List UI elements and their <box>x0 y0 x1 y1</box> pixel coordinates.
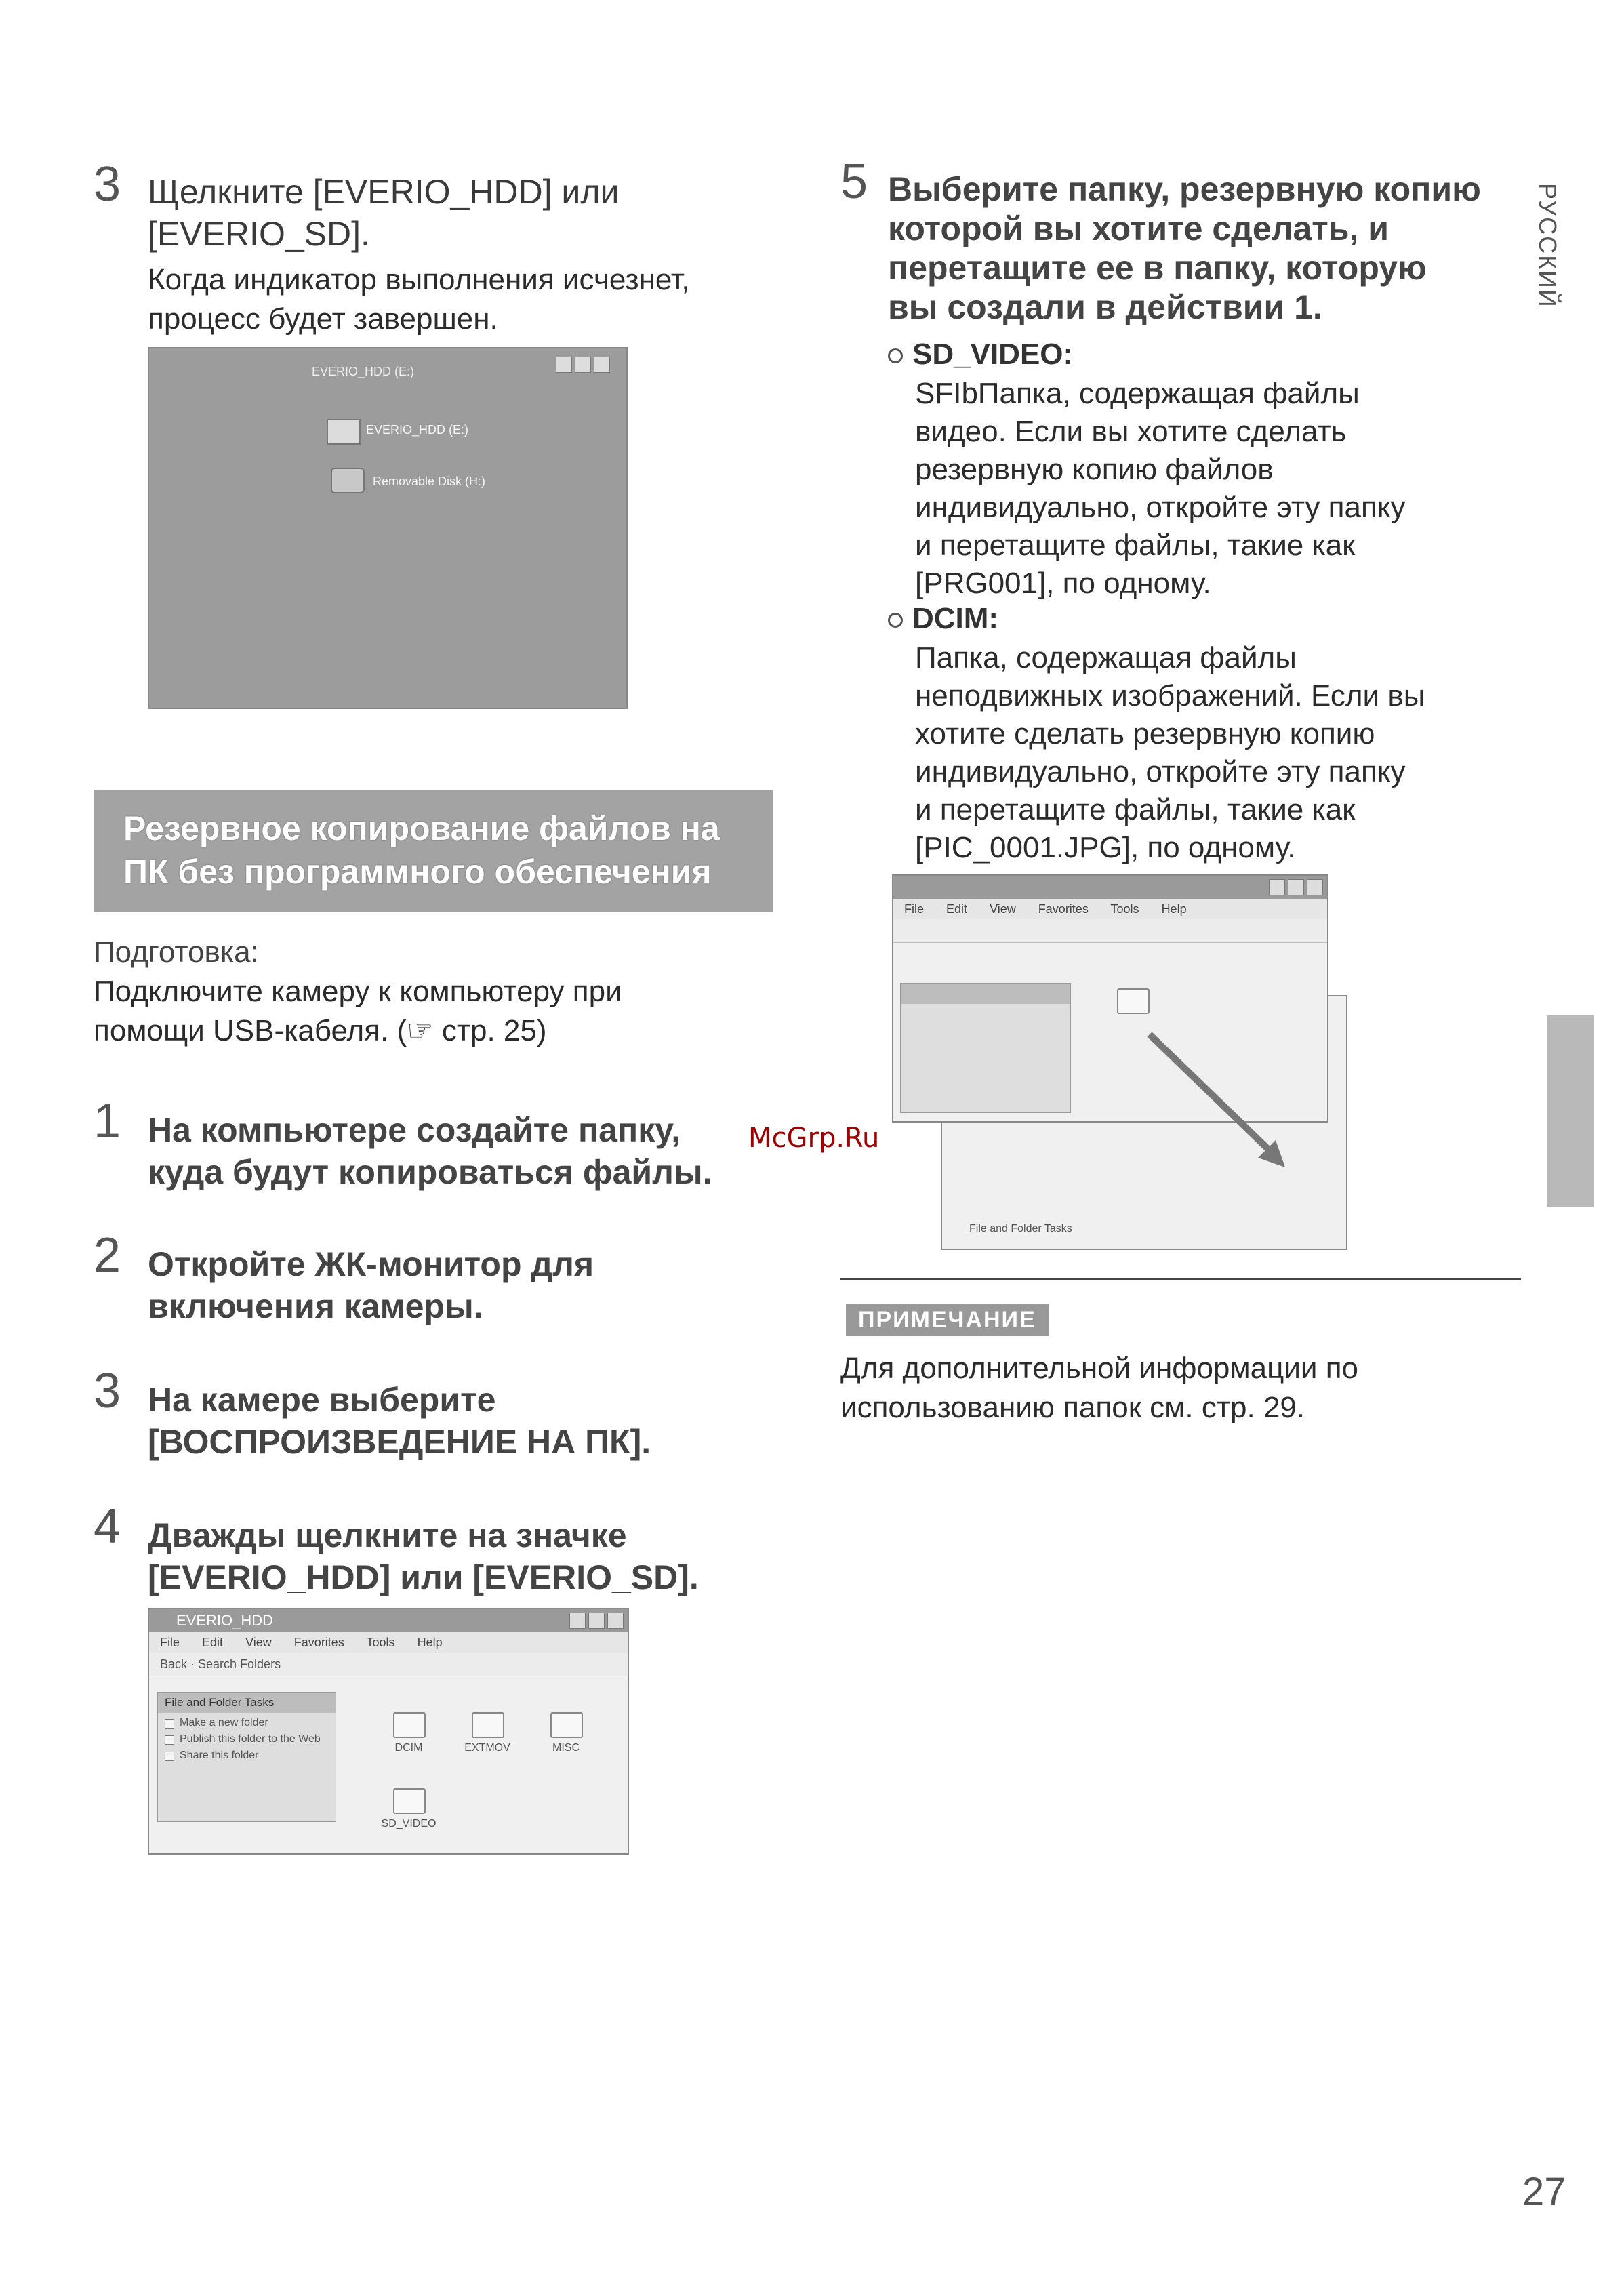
bullet-icon <box>888 613 903 628</box>
step-3b-line2: [ВОСПРОИЗВЕДЕНИЕ НА ПК]. <box>148 1423 651 1461</box>
menu-tools: Tools <box>1110 902 1139 916</box>
language-side-label <box>1532 183 1572 359</box>
folder-label-misc: MISC <box>552 1742 580 1754</box>
folder-icon-misc <box>550 1712 583 1738</box>
step-3b-line1: На камере выберите <box>148 1381 496 1419</box>
bullet-sd-video <box>888 335 1073 374</box>
dcim-line5: и перетащите файлы, такие как <box>915 793 1356 826</box>
step-2-line2: включения камеры. <box>148 1287 483 1325</box>
task-make-folder: Make a new folder <box>158 1713 336 1729</box>
sd-video-line1: SFIbПапка, содержащая файлы <box>915 377 1360 410</box>
dcim-heading: DCIM: <box>912 602 999 635</box>
step-4-number: 4 <box>94 1499 121 1554</box>
task-publish-folder: Publish this folder to the Web <box>158 1729 336 1745</box>
menu-view: View <box>990 902 1016 916</box>
step-4-line2: [EVERIO_HDD] или [EVERIO_SD]. <box>148 1558 699 1596</box>
menu-favorites: Favorites <box>1038 902 1089 916</box>
note-tag: ПРИМЕЧАНИЕ <box>846 1304 1049 1336</box>
menu-edit: Edit <box>946 902 968 916</box>
side-gray-tab <box>1547 1015 1594 1207</box>
task-pane-title: File and Folder Tasks <box>158 1693 336 1713</box>
screenshot-my-computer <box>148 347 628 709</box>
sd-video-heading: SD_VIDEO: <box>912 338 1074 371</box>
page-number: 27 <box>1522 2170 1566 2214</box>
step-2-line1: Откройте ЖК-монитор для <box>148 1245 594 1283</box>
step-4-line1: Дважды щелкните на значке <box>148 1516 627 1554</box>
sd-video-line2: видео. Если вы хотите сделать <box>915 415 1347 448</box>
note-divider <box>840 1278 1521 1280</box>
section-heading <box>94 790 773 912</box>
dcim-line4: индивидуально, откройте эту папку <box>915 755 1406 788</box>
step-3b-number: 3 <box>94 1364 121 1418</box>
preparation-label: Подготовка: <box>94 935 259 969</box>
menu-help: Help <box>1161 902 1187 916</box>
folder-label-sd-video: SD_VIDEO <box>381 1818 437 1830</box>
toolbar: Back · Search Folders <box>149 1653 628 1676</box>
language-label-text: РУССКИЙ <box>1534 183 1562 308</box>
step-5-number: 5 <box>840 155 868 209</box>
removable-disk-icon <box>331 468 365 493</box>
window-buttons <box>569 1613 624 1629</box>
note-line1: Для дополнительной информации по <box>840 1352 1359 1385</box>
task-share-folder: Share this folder <box>158 1745 336 1762</box>
step-5-line1: Выберите папку, резервную копию <box>888 170 1481 208</box>
screenshot-drag-folder <box>892 874 1394 1254</box>
step-3-body-line1: Когда индикатор выполнения исчезнет, <box>148 263 690 296</box>
folder-icon-extmov <box>472 1712 504 1738</box>
dcim-line6: [PIC_0001.JPG], по одному. <box>915 831 1296 864</box>
window-titlebar: EVERIO_HDD <box>149 1609 628 1632</box>
dcim-line2: неподвижных изображений. Если вы <box>915 679 1425 712</box>
menu-tools: Tools <box>366 1636 395 1649</box>
step-3-number: 3 <box>94 157 121 211</box>
note-line2: использованию папок см. стр. 29. <box>840 1391 1305 1424</box>
drag-arrow <box>892 874 1394 1254</box>
folder-label-extmov: EXTMOV <box>464 1742 510 1754</box>
step-5-line3: перетащите ее в папку, которую <box>888 249 1427 287</box>
section-heading-line1: Резервное копирование файлов на <box>123 809 720 847</box>
back-pane-title: File and Folder Tasks <box>969 1223 1072 1234</box>
menu-favorites: Favorites <box>293 1636 344 1649</box>
dcim-line1: Папка, содержащая файлы <box>915 641 1297 674</box>
dcim-line3: хотите сделать резервную копию <box>915 717 1375 750</box>
watermark: McGrp.Ru <box>748 1123 880 1154</box>
drag-arrow-line <box>1150 1034 1272 1152</box>
menu-file: File <box>904 902 925 916</box>
preparation-line2: помощи USB-кабеля. (☞ стр. 25) <box>94 1014 547 1047</box>
folder-icon-dcim <box>393 1712 426 1738</box>
step-5-line2: которой вы хотите сделать, и <box>888 209 1389 247</box>
menu-bar <box>149 1632 628 1653</box>
step-1-number: 1 <box>94 1094 121 1148</box>
step-3-title-line2: [EVERIO_SD]. <box>148 215 370 253</box>
section-heading-line2: ПК без программного обеспечения <box>123 853 712 891</box>
hdd-drive-label: EVERIO_HDD (E:) <box>366 423 469 437</box>
step-2-number: 2 <box>94 1228 121 1282</box>
sd-video-line6: [PRG001], по одному. <box>915 567 1211 600</box>
folder-icon-sd-video <box>393 1788 426 1814</box>
folder-label-dcim: DCIM <box>394 1742 423 1754</box>
menu-help: Help <box>417 1636 443 1649</box>
step-3-body-line2: процесс будет завершен. <box>148 302 498 336</box>
hdd-drive-icon <box>327 419 361 445</box>
menu-view: View <box>245 1636 272 1649</box>
window-buttons <box>556 357 610 373</box>
menu-edit: Edit <box>202 1636 224 1649</box>
task-pane <box>157 1692 336 1822</box>
step-1-line2: куда будут копироваться файлы. <box>148 1153 712 1191</box>
preparation-line1: Подключите камеру к компьютеру при <box>94 975 622 1008</box>
window-title: EVERIO_HDD (E:) <box>312 365 415 378</box>
bullet-dcim <box>888 599 998 639</box>
sd-video-line4: индивидуально, откройте эту папку <box>915 491 1406 524</box>
sd-video-line5: и перетащите файлы, такие как <box>915 529 1356 562</box>
step-3-title-line1: Щелкните [EVERIO_HDD] или <box>148 173 620 211</box>
bullet-icon <box>888 348 903 363</box>
menu-file: File <box>160 1636 180 1649</box>
step-5-line4: вы создали в действии 1. <box>888 288 1322 326</box>
removable-disk-label: Removable Disk (H:) <box>373 474 486 488</box>
sd-video-line3: резервную копию файлов <box>915 453 1274 486</box>
screenshot-everio-folder <box>148 1608 629 1855</box>
step-1-line1: На компьютере создайте папку, <box>148 1111 681 1149</box>
